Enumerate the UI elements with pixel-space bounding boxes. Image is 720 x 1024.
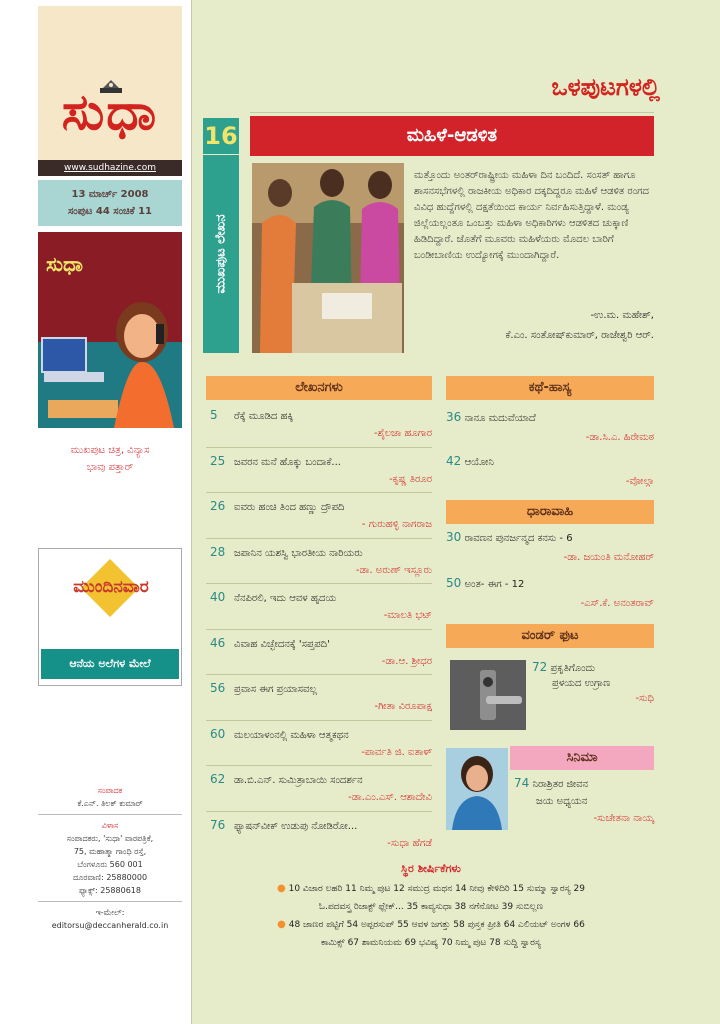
list-item[interactable] xyxy=(206,812,432,858)
wonder-photo xyxy=(450,660,526,730)
regular-line-text: 10 ವಿಜಾರ ಲಹರಿ 11 ನಿಮ್ಮ ಪುಟ 12 ಸಮುದ್ರ ಮಥನ 14 ನೀವು ಕೇಳಿದಿರಿ 15 ಸುಮ್ಮಾ ಸ್ವಾರಸ್ಯ 29 xyxy=(288,884,585,894)
serial-author: -ಎಸ್.ಕೆ. ಅನಂತರಾವ್ xyxy=(580,598,654,609)
list-item[interactable] xyxy=(206,766,432,812)
editor-name: ಕೆ.ಎನ್. ತಿಲಕ್ ಕುಮಾರ್ xyxy=(77,799,143,808)
divider xyxy=(38,814,182,815)
cinema-author: -ಸುಚೇತನಾ ನಾಯ್ಕ xyxy=(593,813,654,824)
masthead xyxy=(38,6,182,162)
article-page: 62 xyxy=(210,772,226,786)
story-page: 42 xyxy=(446,454,462,468)
list-item[interactable] xyxy=(206,402,432,448)
list-item[interactable] xyxy=(446,454,654,487)
article-author: -ಡಾ.ಆ. ಶ್ರೀಧರ xyxy=(381,655,432,667)
story-author: -ಡಾ.ಸಿ.ಎ. ಹಿರೇಮಠ xyxy=(585,432,654,443)
list-item[interactable] xyxy=(446,410,654,443)
regular-line xyxy=(206,880,656,898)
serial-title: ಅಂತ- ಈಗ - 12 xyxy=(464,579,525,590)
regular-line-text: 48 ಜಾಣರ ಪಟ್ಟಿಗೆ 54 ಅಪ್ಪರಸುಪ್ 55 ಆವಳ ಜಗತ್ತು 58 ಪುಸ್ತಕ ಪ್ರೀತಿ 64 ಎಲಿಯಟ್ ಅಂಗಳ 66 xyxy=(288,920,585,930)
bullet-icon: ● xyxy=(277,919,286,930)
article-author: - ಗುರುಹಳ್ಳಿ ನಾಗರಾಜ xyxy=(361,519,432,530)
article-page: 60 xyxy=(210,726,226,741)
list-item[interactable] xyxy=(206,630,432,676)
serial-title: ರಾವಣನ ಪುನರ್ಜನ್ಮದ ಕನಸು - 6 xyxy=(464,533,573,544)
divider xyxy=(250,112,654,113)
wonder-page: 72 xyxy=(532,660,548,674)
cover-story-page[interactable]: 16 xyxy=(203,118,239,154)
email-label: ಇ-ಮೇಲ್: xyxy=(95,908,125,917)
article-title: ಡಾ.ಬಿ.ಎನ್. ಸುಮಿತ್ರಾಬಾಯಿ ಸಂದರ್ಶನ xyxy=(234,775,363,786)
address-label: ವಿಳಾಸ xyxy=(101,821,119,830)
address-line: ಬೆಂಗಳೂರು 560 001 xyxy=(77,860,143,869)
cover-story-summary: ಮತ್ತೊಂದು ಅಂತರ್‌ರಾಷ್ಟ್ರೀಯ ಮಹಿಳಾ ದಿನ ಬಂದಿದೆ. ಸಂಸತ್ ಹಾಗೂ ಶಾಸನಸಭೆಗಳಲ್ಲಿ ರಾಜಕೀಯ ಅಧಿಕಾರ ದಕ್ಕದಿದ್ದರೂ ಮಹಿಳೆ ಆಡಳಿತ ರಂಗದ ವಿವಿಧ ಹುದ್ದೆಗಳಲ್ಲಿ ದಕ್ಷತೆಯಿಂದ ಕಾರ್ಯ ನಿರ್ವಹಿಸುತ್ತಿದ್ದಾಳೆ. ಮಂಡ್ಯ ಜಿಲ್ಲೆಯಲ್ಲಂತೂ ಒಂಬತ್ತು ಮಹಿಳಾ ಅಧಿಕಾರಿಗಳು ಆಡಳಿತದ ಚುಕ್ಕಾಣಿ ಹಿಡಿದಿದ್ದಾರೆ. ಜೊತೆಗೆ ಮೂವರು ಮಹಿಳೆಯರು ಮೊದಲ ಬಾರಿಗೆ ಬಂಡೀಬಾಣಿಯ ಉದ್ಯೋಗಕ್ಕೆ ಮುಂದಾಗಿದ್ದಾರೆ. xyxy=(414,170,650,261)
list-item[interactable] xyxy=(206,584,432,630)
cover-story-label xyxy=(203,155,239,353)
article-page: 40 xyxy=(210,590,226,604)
regular-columns-list xyxy=(206,880,656,952)
issue-info xyxy=(38,180,182,226)
article-author: -ಶೈಲಜಾ ಹೂಗಾರ xyxy=(374,428,432,439)
editorial-info xyxy=(38,784,182,932)
wonder-title: ಪ್ರಕೃತಿಗೊಂದು xyxy=(550,663,596,674)
article-title: ಪ್ರವಾಸ ಈಗ ಪ್ರಯಾಸವಲ್ಲ xyxy=(234,684,318,695)
list-item[interactable] xyxy=(446,576,654,609)
list-item[interactable] xyxy=(206,493,432,539)
email[interactable]: editorsu@deccanherald.co.in xyxy=(51,921,169,930)
article-author: -ಗೀತಾ ವಿರೂಪಾಕ್ಷ xyxy=(374,701,432,712)
next-week-title: ಮುಂದಿನವಾರ xyxy=(73,577,149,597)
cover-story-label-text: ಮುಖಪುಟ ಲೇಖನ xyxy=(213,214,229,294)
page-title: ಒಳಪುಟಗಳಲ್ಲಿ xyxy=(551,72,660,101)
phone: ದೂರವಾಣಿ: 25880000 xyxy=(72,873,148,882)
story-humor-header: ಕಥೆ-ಹಾಸ್ಯ xyxy=(446,376,654,400)
editor-label: ಸಂಪಾದಕ xyxy=(97,786,123,795)
cover-story-title[interactable]: ಮಹಿಳೆ-ಆಡಳಿತ xyxy=(250,116,654,156)
article-title: ನೆನಪಿರಲಿ, ಇದು ಆವಳ ಹೃದಯ xyxy=(234,593,337,604)
divider xyxy=(38,901,182,902)
article-author: -ಪಾರ್ವತಿ ಜಿ. ಐತಾಳ್ xyxy=(361,746,432,758)
regular-columns-title: ಸ್ಥಿರ ಶೀರ್ಷಿಕೆಗಳು xyxy=(401,862,461,875)
women-officials-image xyxy=(252,163,404,353)
issue-volume: ಸಂಪುಟ 44 ಸಂಚಿಕೆ 11 xyxy=(67,206,153,217)
sudha-logo: ಸುಧಾ xyxy=(61,82,159,141)
article-author: -ಸುಧಾ ಹೆಗಡೆ xyxy=(387,837,432,849)
article-author: -ಮಾಲತಿ ಭಟ್ xyxy=(383,610,432,621)
article-author: -ಡಾ.ಎಂ.ಎಸ್. ಆಶಾದೇವಿ xyxy=(348,792,432,803)
cover-story-authors: ಕೆ.ಎಂ. ಸಂತೋಷ್‌ಕುಮಾರ್, ರಾಜೇಶ್ವರಿ ಆರ್. xyxy=(505,330,654,341)
articles-list xyxy=(206,402,432,857)
address-line: 75, ಮಹಾತ್ಮಾ ಗಾಂಧಿ ರಸ್ತೆ, xyxy=(73,847,147,856)
article-page: 5 xyxy=(210,408,218,422)
serial-page: 50 xyxy=(446,576,462,590)
wonder-header: ವಂಡರ್ ಫುಟ xyxy=(446,624,654,648)
cover-story-photo xyxy=(252,163,404,353)
list-item[interactable] xyxy=(446,530,654,563)
address-line: ಸಂಪಾದಕರು, 'ಸುಧಾ' ವಾರಪತ್ರಿಕೆ, xyxy=(66,834,154,843)
cinema-title-cont: ಜಯ ಅಧ್ಯಯನ xyxy=(536,796,588,807)
bullet-icon: ● xyxy=(277,883,286,894)
cinema-article[interactable] xyxy=(514,776,654,824)
article-page: 28 xyxy=(210,544,226,559)
articles-header: ಲೇಖನಗಳು xyxy=(206,376,432,400)
article-page: 25 xyxy=(210,453,226,468)
actress-image xyxy=(446,748,508,830)
cover-story-author: -ಉ.ಮ. ಮಹೇಶ್, xyxy=(590,310,654,321)
article-title: ರೆಕ್ಕೆ ಮೂಡಿದ ಹಕ್ಕಿ xyxy=(234,411,294,422)
cinema-title: ನಿರಾಶ್ರಿತರ ಜೀವನ xyxy=(532,779,589,790)
next-week-subtitle: ಆನೆಯ ಅಲೆಗಳ ಮೇಲೆ xyxy=(41,649,179,679)
story-author: -ವೋಲ್ಗಾ xyxy=(625,476,654,487)
cover-credit xyxy=(38,442,182,476)
regular-line: ಕಾಮಿಕ್ಸ್ 67 ಶಾಮನಿಯಮ 69 ಭವಿಷ್ಯ 70 ನಿಮ್ಮ ಪುಟ 78 ಸುದ್ದಿ ಸ್ವಾರಸ್ಯ xyxy=(321,938,541,948)
issue-date: 13 ಮಾರ್ಚ್ 2008 xyxy=(71,189,149,200)
article-page: 56 xyxy=(210,681,226,695)
article-title: ಜಪಾನಿನ ಯಶಸ್ವಿ ಭಾರತೀಯ ನಾರಿಯರು xyxy=(234,547,363,559)
cinema-photo xyxy=(446,748,508,830)
article-title: ವಿವಾಹ ವಿಚ್ಛೇದನಕ್ಕೆ 'ಸಪ್ತಪದಿ' xyxy=(234,638,330,650)
website-url[interactable]: www.sudhazine.com xyxy=(38,160,182,176)
article-page: 76 xyxy=(210,817,226,832)
story-page: 36 xyxy=(446,410,462,424)
next-week-box[interactable] xyxy=(38,548,182,686)
list-item[interactable] xyxy=(206,539,432,585)
article-title: ಮಲಯಾಳಂನಲ್ಲಿ ಮಹಿಳಾ ಆತ್ಮಕಥನ xyxy=(234,729,349,741)
article-author: -ಕೃಷ್ಣ ತಿರೂರ xyxy=(389,473,432,485)
cinema-header: ಸಿನಿಮಾ xyxy=(510,746,654,770)
cover-credit-line: ಮುಖಪುಟ ಚಿತ್ರ, ವಿನ್ಯಾಸ xyxy=(70,445,150,456)
cover-artist: ಭಾವು ಪತ್ತಾರ್ xyxy=(86,462,134,473)
article-author: -ಡಾ. ಅರುಣ್ ಇಸ್ಲೂರು xyxy=(355,564,432,576)
fax: ಫ್ಯಾಕ್ಸ್: 25880618 xyxy=(79,886,141,895)
article-page: 26 xyxy=(210,499,226,513)
serial-author: -ಡಾ. ಜಯಂತಿ ಮನೋಹರ್ xyxy=(563,552,654,563)
article-title: ಐವರು ಹಂಚಿ ತಿಂದ ಹಣ್ಣು ದ್ರೌಪದಿ xyxy=(234,502,345,513)
list-item[interactable] xyxy=(206,675,432,721)
article-title: ಫ್ಯಾಷನ್‌ವೀಕ್ ಉಡುಪು ನೋಡಿರೋ... xyxy=(234,820,358,832)
cover-logo: ಸುಧಾ xyxy=(46,252,83,276)
wonder-title-cont: ಪ್ರಳಯದ ಉಗ್ರಾಣ xyxy=(552,678,611,689)
list-item[interactable] xyxy=(206,448,432,494)
cinema-page: 74 xyxy=(514,776,530,790)
wonder-article[interactable] xyxy=(532,660,654,704)
wonder-author: -ಸುಧಿ xyxy=(635,693,654,704)
regular-line xyxy=(206,916,656,934)
cover-thumbnail[interactable] xyxy=(38,232,182,428)
serial-header: ಧಾರಾವಾಹಿ xyxy=(446,500,654,524)
article-title: ಜವರನ ಮನೆ ಹೊಕ್ಕು ಬಂದಾಕೆ... xyxy=(234,456,341,468)
story-title: ಆಯೋನಿ xyxy=(464,457,494,468)
door-handle-image xyxy=(450,660,526,730)
list-item[interactable] xyxy=(206,721,432,767)
regular-line: ಓ.ಪದವಸ್ತ್ರ ರಿಜಾಕ್ಟ್ ಫ್ಲೇಕ್... 35 ಕಾವ್ಯಸುಧಾ 38 ನಗೆನೋಟ 39 ಸುಬಿಲ್ಲಣ xyxy=(319,902,543,912)
article-page: 46 xyxy=(210,635,226,650)
serial-page: 30 xyxy=(446,530,462,544)
story-title: ನಾನೂ ಮದುವೆಯಾದೆ xyxy=(464,413,536,424)
